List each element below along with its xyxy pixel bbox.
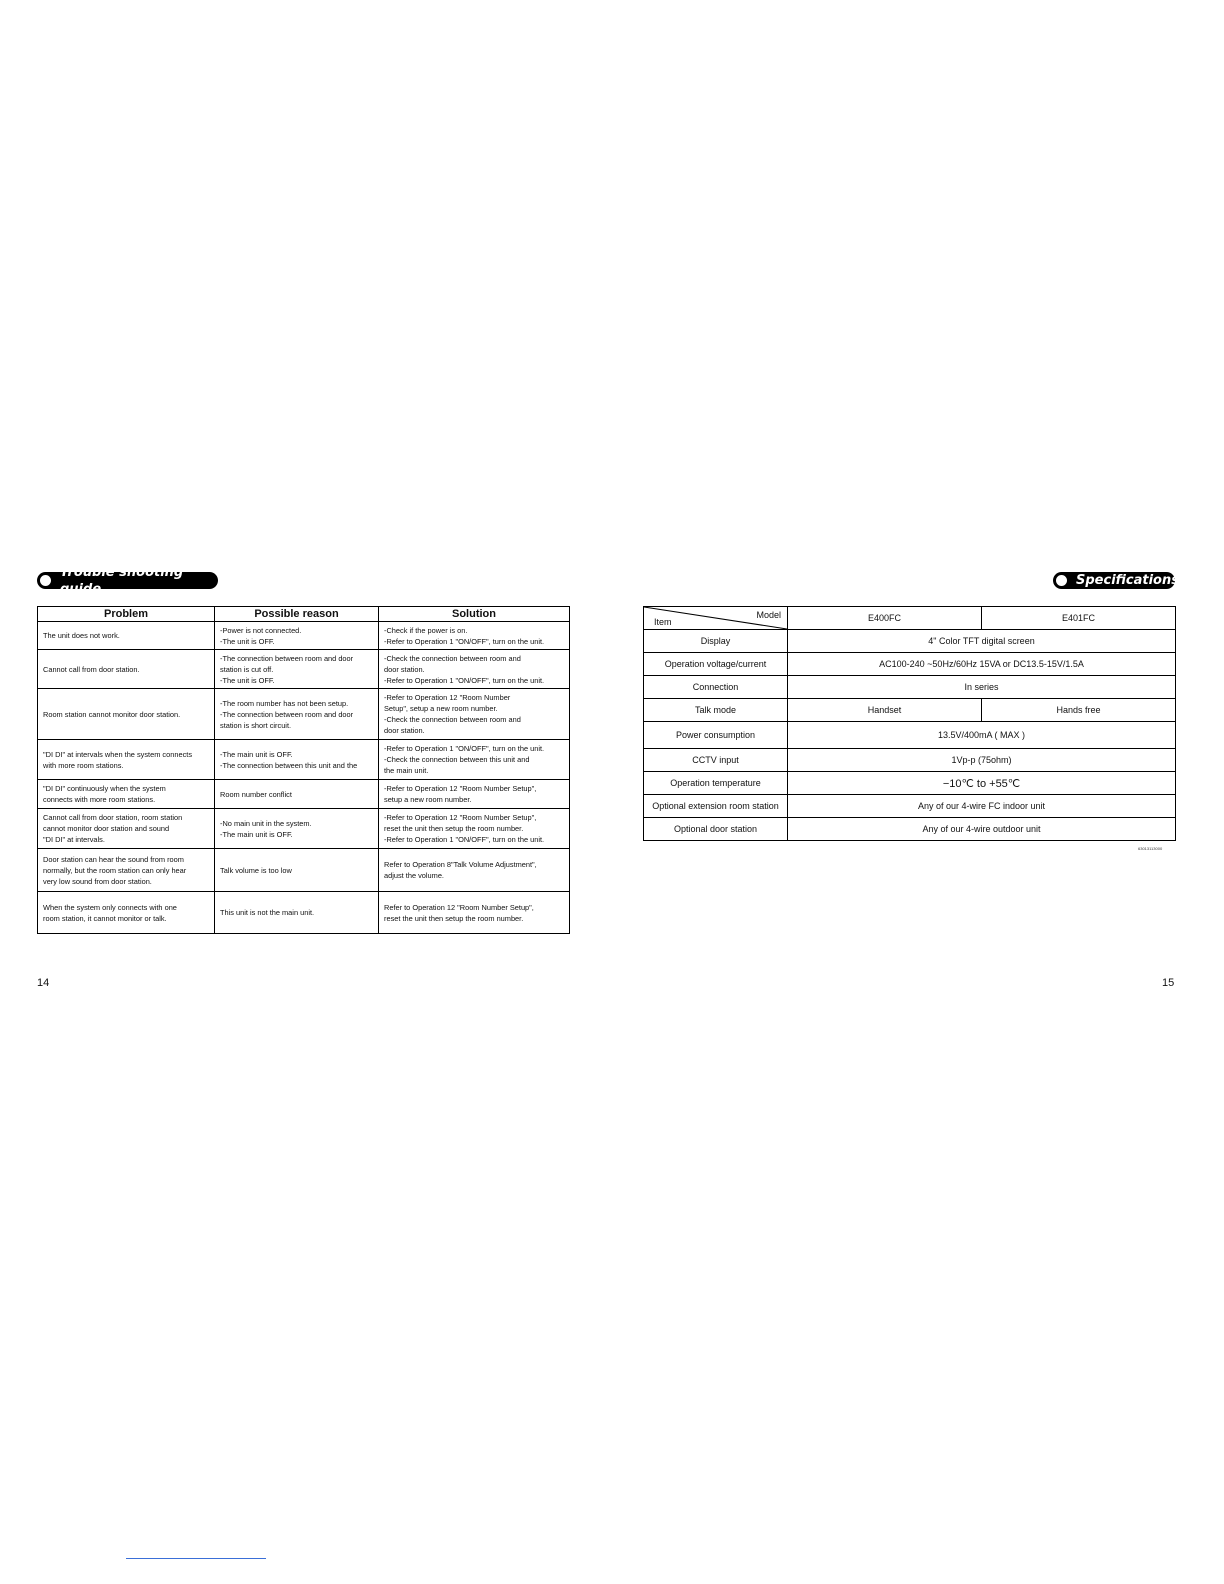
spec-row-voltage bbox=[644, 653, 1176, 676]
spec-row-display bbox=[644, 630, 1176, 653]
spec-row-cctv bbox=[644, 749, 1176, 772]
spec-value: Any of our 4-wire FC indoor unit bbox=[788, 795, 1176, 818]
problem-cell: The unit does not work. bbox=[38, 622, 215, 650]
table-row bbox=[38, 809, 570, 849]
spec-label: CCTV input bbox=[644, 749, 788, 772]
solution-cell: -Refer to Operation 12 "Room Number Setup", setup a new room number. bbox=[379, 780, 570, 809]
reason-cell: -No main unit in the system. -The main unit is OFF. bbox=[215, 809, 379, 849]
spec-value: 4" Color TFT digital screen bbox=[788, 630, 1176, 653]
solution-cell: -Refer to Operation 12 "Room Number Setup", setup a new room number. -Check the connection between room and door station. bbox=[379, 689, 570, 740]
page-number-left: 14 bbox=[37, 977, 50, 989]
spec-label: Display bbox=[644, 630, 788, 653]
spec-row-door bbox=[644, 818, 1176, 841]
reason-cell: -The main unit is OFF. -The connection between this unit and the bbox=[215, 740, 379, 780]
spec-value-e401fc: Hands free bbox=[982, 699, 1176, 722]
solution-cell: Refer to Operation 8"Talk Volume Adjustment", adjust the volume. bbox=[379, 849, 570, 892]
problem-cell: Cannot call from door station, room station cannot monitor door station and sound "DI DI" at intervals. bbox=[38, 809, 215, 849]
solution-cell: -Check the connection between room and door station. -Refer to Operation 1 "ON/OFF", turn on the unit. bbox=[379, 650, 570, 689]
spec-value: −10℃ to +55℃ bbox=[788, 772, 1176, 795]
spec-value: 1Vp-p (75ohm) bbox=[788, 749, 1176, 772]
spec-row-power bbox=[644, 722, 1176, 749]
solution-cell: Refer to Operation 12 "Room Number Setup", reset the unit then setup the room number. bbox=[379, 892, 570, 934]
reason-cell: Talk volume is too low bbox=[215, 849, 379, 892]
table-header-row bbox=[38, 607, 570, 622]
solution-cell: -Refer to Operation 1 "ON/OFF", turn on the unit. -Check the connection between this unit and the main unit. bbox=[379, 740, 570, 780]
solution-cell: -Refer to Operation 12 "Room Number Setup", reset the unit then setup the room number. -Refer to Operation 1 "ON/OFF", turn on the unit. bbox=[379, 809, 570, 849]
table-row bbox=[38, 622, 570, 650]
spec-row-talk-mode bbox=[644, 699, 1176, 722]
trouble-shooting-table bbox=[37, 606, 570, 934]
specifications-title: Specifications bbox=[1076, 573, 1179, 588]
spec-label: Connection bbox=[644, 676, 788, 699]
item-model-header-cell bbox=[644, 607, 788, 630]
problem-cell: Door station can hear the sound from room normally, but the room station can only hear very low sound from door station. bbox=[38, 849, 215, 892]
header-solution: Solution bbox=[379, 607, 570, 622]
table-row bbox=[38, 849, 570, 892]
reason-cell: This unit is not the main unit. bbox=[215, 892, 379, 934]
spec-value: In series bbox=[788, 676, 1176, 699]
spec-row-temperature bbox=[644, 772, 1176, 795]
spec-label: Optional extension room station bbox=[644, 795, 788, 818]
model-e401fc: E401FC bbox=[982, 607, 1176, 630]
spec-value: AC100-240 ~50Hz/60Hz 15VA or DC13.5-15V/1.5A bbox=[788, 653, 1176, 676]
spec-value: Any of our 4-wire outdoor unit bbox=[788, 818, 1176, 841]
spec-row-extension bbox=[644, 795, 1176, 818]
reason-cell: -The room number has not been setup. -The connection between room and door station is short circuit. bbox=[215, 689, 379, 740]
trouble-shooting-banner bbox=[37, 564, 218, 597]
spec-label: Operation temperature bbox=[644, 772, 788, 795]
spec-value-e400fc: Handset bbox=[788, 699, 982, 722]
solution-cell: -Check if the power is on. -Refer to Operation 1 "ON/OFF", turn on the unit. bbox=[379, 622, 570, 650]
table-row bbox=[38, 650, 570, 689]
bullet-circle-icon bbox=[39, 574, 52, 587]
reason-cell: -Power is not connected. -The unit is OFF. bbox=[215, 622, 379, 650]
page-number-right: 15 bbox=[1162, 977, 1175, 989]
problem-cell: Cannot call from door station. bbox=[38, 650, 215, 689]
header-possible-reason: Possible reason bbox=[215, 607, 379, 622]
table-row bbox=[38, 740, 570, 780]
problem-cell: "DI DI" continuously when the system connects with more room stations. bbox=[38, 780, 215, 809]
item-label: Item bbox=[654, 617, 672, 627]
specifications-banner bbox=[1053, 572, 1179, 589]
spec-value: 13.5V/400mA ( MAX ) bbox=[788, 722, 1176, 749]
header-problem: Problem bbox=[38, 607, 215, 622]
spec-header-row bbox=[644, 607, 1176, 630]
document-code: 63013113000 bbox=[1138, 846, 1163, 851]
trouble-shooting-title: Trouble shooting guide bbox=[60, 564, 184, 597]
spec-label: Optional door station bbox=[644, 818, 788, 841]
problem-cell: "DI DI" at intervals when the system connects with more room stations. bbox=[38, 740, 215, 780]
problem-cell: When the system only connects with one room station, it cannot monitor or talk. bbox=[38, 892, 215, 934]
specifications-table bbox=[643, 606, 1176, 841]
model-label: Model bbox=[756, 610, 781, 620]
spec-label: Power consumption bbox=[644, 722, 788, 749]
problem-cell: Room station cannot monitor door station. bbox=[38, 689, 215, 740]
model-e400fc: E400FC bbox=[788, 607, 982, 630]
table-row bbox=[38, 892, 570, 934]
spec-label: Operation voltage/current bbox=[644, 653, 788, 676]
reason-cell: Room number conflict bbox=[215, 780, 379, 809]
table-row bbox=[38, 689, 570, 740]
table-row bbox=[38, 780, 570, 809]
reason-cell: -The connection between room and door station is cut off. -The unit is OFF. bbox=[215, 650, 379, 689]
bullet-circle-icon bbox=[1055, 574, 1068, 587]
underline-mark bbox=[126, 1558, 266, 1559]
spec-label: Talk mode bbox=[644, 699, 788, 722]
spec-row-connection bbox=[644, 676, 1176, 699]
